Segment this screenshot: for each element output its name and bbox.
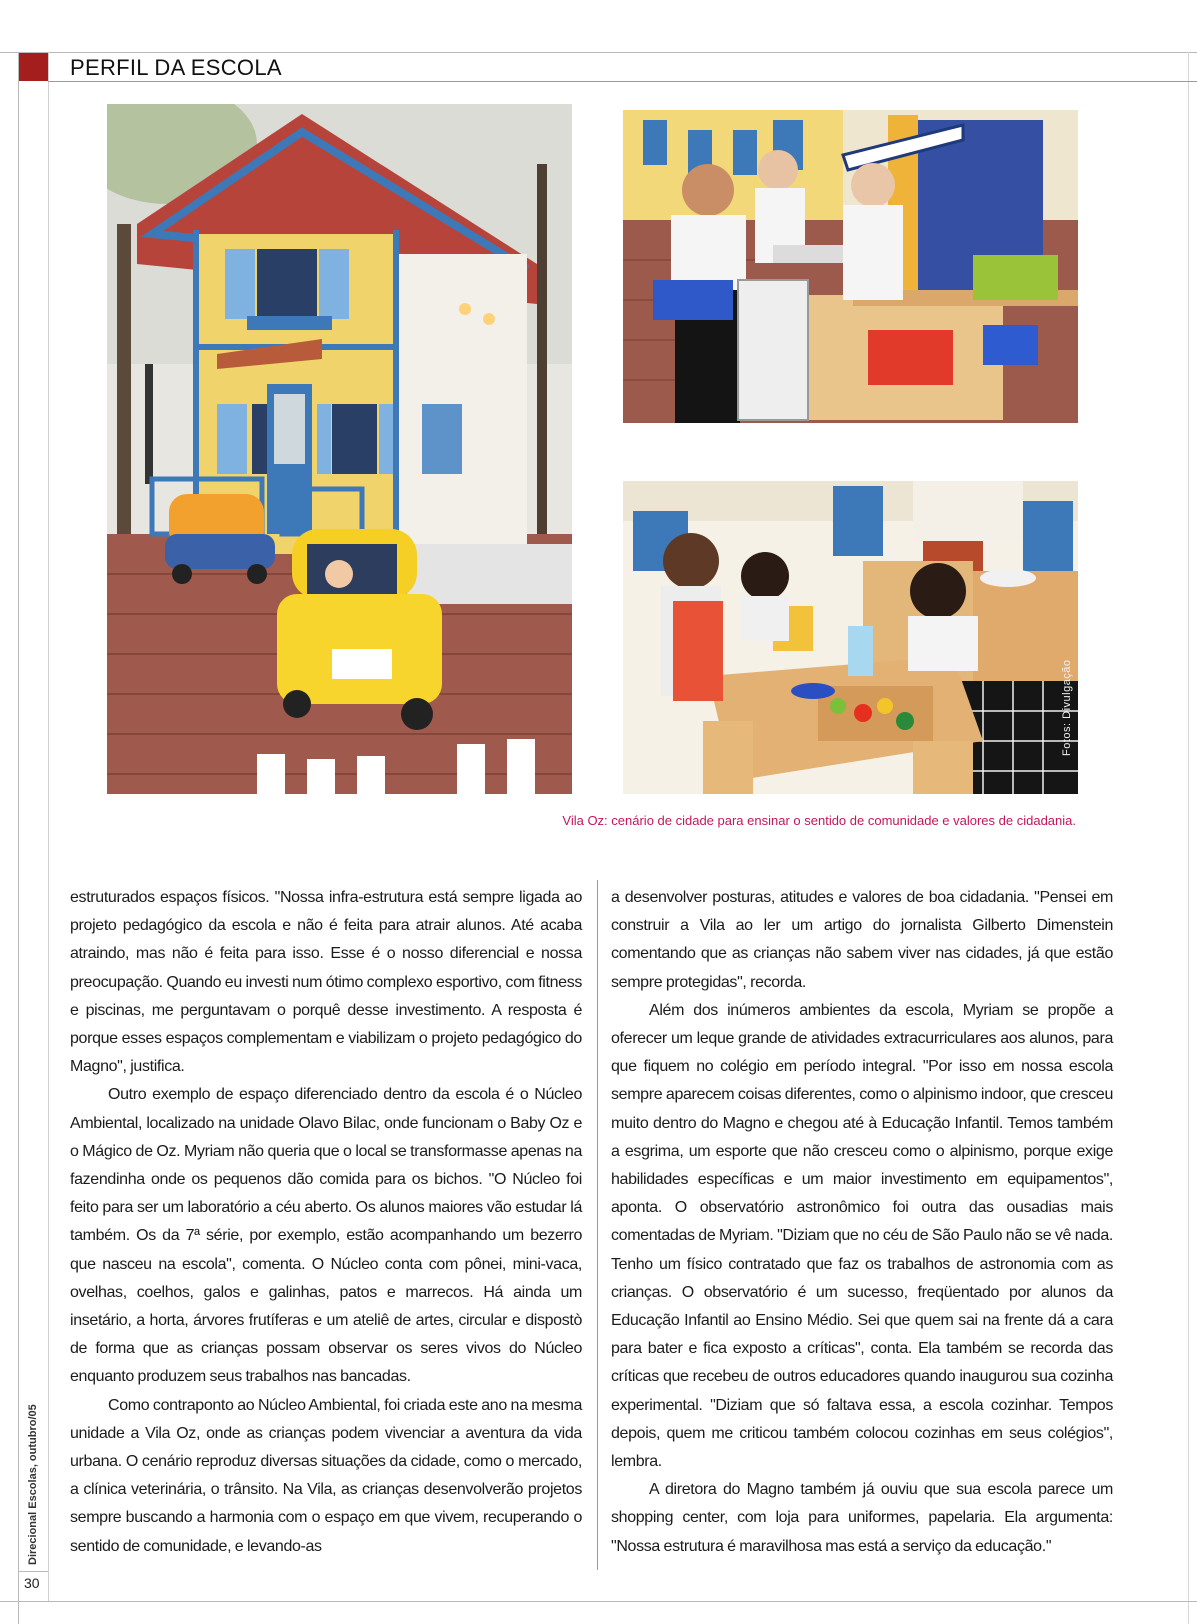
right-rule [1188,52,1189,1624]
photo-vila-market [623,110,1078,423]
margin-rule-inner [48,52,49,1602]
top-rule [0,52,1197,53]
section-title: PERFIL DA ESCOLA [70,55,282,80]
article-column-left [70,884,582,1561]
publication-label: Direcional Escolas, outubro/05 [27,1404,39,1565]
column-divider [597,880,598,1570]
article-column-right [611,884,1113,1561]
article-paragraph: a desenvolver posturas, atitudes e valores de boa cidadania. "Pensei em construir a Vila ao ler um artigo do jornalista Gilberto Dimenstein comentando que as crianças não sabem viver nas cidades, já que estão sempre protegidas", recorda. [611,889,1113,991]
article-paragraph: Como contraponto ao Núcleo Ambiental, foi criada este ano na mesma unidade a Vila Oz, onde as crianças podem vivenciar a aventura da vida urbana. O cenário reproduz diversas situações da cidade, como o mercado, a clínica veterinária, o trânsito. Na Vila, as crianças desenvolverão projetos sempre buscando a harmonia com o espaço em que vivem, recuperando o sentido de comunidade, e levando-as [70,1396,582,1555]
photo-credit: Fotos: Divulgação [1061,659,1073,756]
photo-vila-kitchen [623,481,1078,794]
article-paragraph: Outro exemplo de espaço diferenciado dentro da escola é o Núcleo Ambiental, localizado na unidade Olavo Bilac, onde funcionam o Baby Oz e o Mágico de Oz. Myriam não queria que o local se transformasse apenas na fazendinha onde os pequenos dão comida para os bichos. "O Núcleo foi feito para ser um laboratório a céu aberto. Os alunos maiores vão estudar lá também. Os da 7ª série, por exemplo, estão acompanhando um bezerro que nasceu na escola", comenta. O Núcleo conta com pônei, mini-vaca, ovelhas, coelhos, galos e galinhas, patos e marrecos. Há ainda um insetário, a horta, árvores frutíferas e um ateliê de artes, circular e dispostò de forma que as crianças possam observar os seres vivos do Núcleo enquanto produzem seus trabalhos nas bancadas. [70,1086,582,1386]
photo-caption: Vila Oz: cenário de cidade para ensinar o sentido de comunidade e valores de cidadania. [562,813,1076,828]
section-color-block [19,53,48,81]
margin-rule [18,52,19,1624]
photo-vila-house [107,104,572,794]
article-paragraph: A diretora do Magno também já ouviu que sua escola parece um shopping center, com loja para uniformes, papelaria. Ela argumenta: "Nossa estrutura é maravilhosa mas está a serviço da educação." [611,1481,1113,1555]
page-number-rule [18,1571,48,1572]
header-rule [48,81,1197,82]
article-paragraph: estruturados espaços físicos. "Nossa infra-estrutura está sempre ligada ao projeto pedagógico da escola e não é feita para atrair alunos. Até acaba atraindo, mas não é feita para isso. Esse é o nosso diferencial e nossa preocupação. Quando eu investi num ótimo complexo esportivo, com fitness e piscinas, me perguntavam o porquê desse investimento. A resposta é porque esses espaços complementam e viabilizam o projeto pedagógico do Magno", justifica. [70,889,582,1076]
article-paragraph: Além dos inúmeros ambientes da escola, Myriam se propõe a oferecer um leque grande de atividades extracurriculares aos alunos, para que fiquem no colégio em período integral. "Por isso em nossa escola sempre aparecem coisas diferentes, como o alpinismo indoor, que cresceu muito dentro do Magno e chegou até à Educação Infantil. Temos também a esgrima, um esporte que não cresceu como o alpinismo, porque exige habilidades específicas e um maior investimento em equipamentos", aponta. O observatório astronômico foi outra das ousadias mais comentadas de Myriam. "Diziam que no céu de São Paulo não se vê nada. Tenho um físico contratado que faz os trabalhos de astronomia com as crianças. O observatório é um sucesso, freqüentado por alunos da Educação Infantil ao Ensino Médio. Sei que quem sai na frente dá a cara para bater e fica exposto a críticas", conta. Ela também se recorda das críticas que recebeu de outros educadores quando inaugurou sua cozinha experimental. "Diziam que só faltava essa, a escola cozinhar. Tempos depois, quem me criticou também colocou cozinhas em seus colégios", lembra. [611,1001,1113,1471]
page-number: 30 [24,1575,40,1591]
bottom-rule [0,1601,1197,1602]
